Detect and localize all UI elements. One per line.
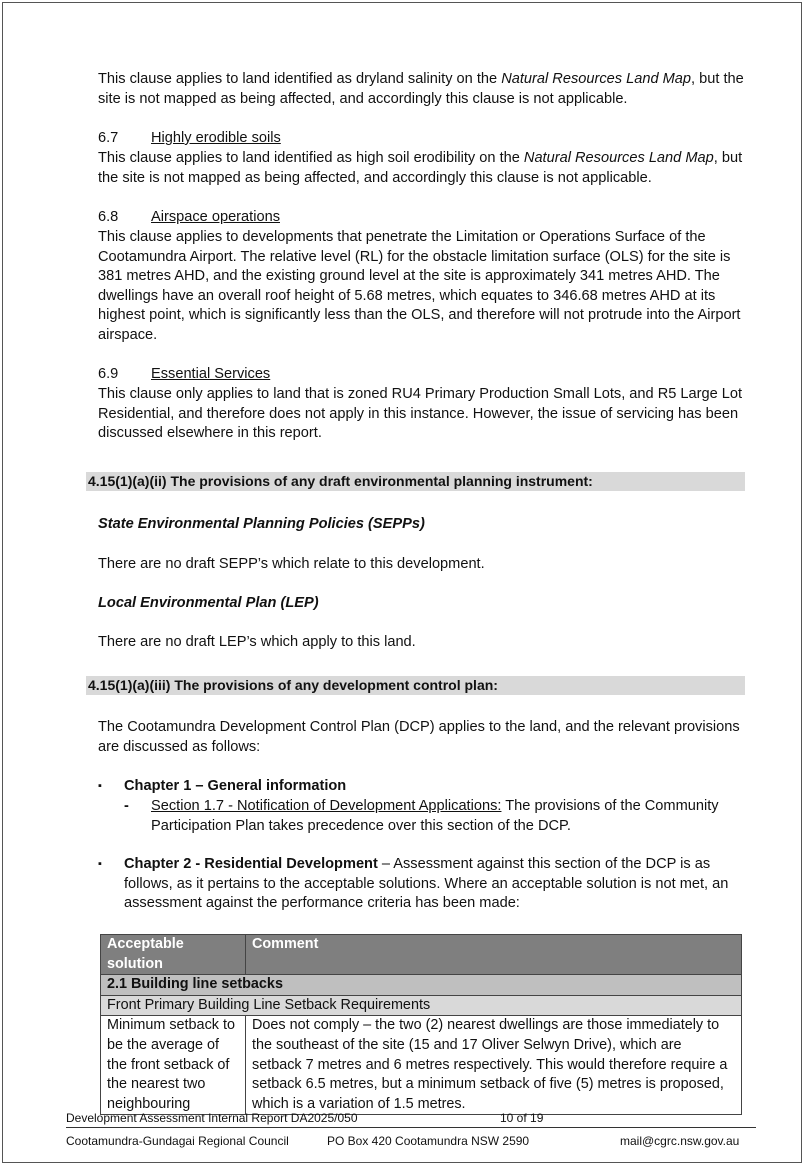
- table-row: [101, 1016, 742, 1115]
- chapter-1-title: Chapter 1 – General information: [124, 778, 347, 794]
- front-setback-requirements-cell: Front Primary Building Line Setback Requirements: [101, 995, 742, 1016]
- footer-divider: [66, 1127, 756, 1128]
- table-section-row: [101, 975, 742, 996]
- dcp-intro: The Cootamundra Development Control Plan (DCP) applies to the land, and the relevant provisions are discussed as follows:: [98, 719, 740, 755]
- dcp-heading: 4.15(1)(a)(iii) The provisions of any development control plan:: [86, 676, 745, 695]
- assessment-table: [100, 934, 742, 1115]
- section-6-9-heading: 6.9 Essential Services: [98, 366, 271, 382]
- section-6-9-text: This clause only applies to land that is zoned RU4 Primary Production Small Lots, and R5 Large Lot Residential, and therefore does not apply in this instance. However, the issue of servicing has been discussed elsewhere in this report.: [98, 386, 743, 442]
- section-6-8-text: This clause applies to developments that penetrate the Limitation or Operations Surface of the Cootamundra Airport. The relative level (RL) for the obstacle limitation surface (OLS) for the site is 381 metres AHD, and the existing ground level at the site is approximately 341 metres AHD. The dwellings have an overall roof height of 5.68 metres, which equates to 346.68 metres AHD at its highest point, which is significantly less than the OLS, and therefore will not protrude into the Airport airspace.: [98, 229, 741, 343]
- section-1-7-text: Section 1.7 - Notification of Development Applications: The provisions of the Community Participation Plan takes precedence over this section of the DCP.: [151, 798, 719, 834]
- table-header-row: [101, 935, 742, 975]
- footer-report-title: Development Assessment Internal Report DA2025/050: [66, 1111, 358, 1125]
- footer-page-number: 10 of 19: [500, 1111, 544, 1125]
- footer-council: Cootamundra-Gundagai Regional Council: [66, 1134, 289, 1148]
- header-acceptable-solution: Acceptable solution: [101, 935, 246, 975]
- chapter-1-bullet: ▪: [98, 780, 102, 792]
- chapter-2-title: Chapter 2 - Residential Development: [124, 856, 378, 872]
- building-line-setbacks-cell: 2.1 Building line setbacks: [101, 975, 742, 996]
- header-comment: Comment: [246, 935, 742, 975]
- chapter-1-dash: -: [124, 798, 129, 814]
- solution-cell: Minimum setback to be the average of the front setback of the nearest two neighbouring: [101, 1016, 246, 1115]
- chapter-2-bullet: ▪: [98, 858, 102, 870]
- chapter-2-text: Chapter 2 - Residential Development – Assessment against this section of the DCP is as follows, as it pertains to the acceptable solutions. Where an acceptable solution is not met, an assessment against the performance criteria has been made:: [124, 856, 729, 912]
- section-6-7-text: This clause applies to land identified as high soil erodibility on the Natural Resources Land Map, but the site is not mapped as being affected, and accordingly this clause is not applicable.: [98, 150, 743, 186]
- comment-cell: Does not comply – the two (2) nearest dwellings are those immediately to the southeast of the site (15 and 17 Oliver Selwyn Drive), which are setback 7 metres and 6 metres respectively. This would therefore require a setback 6.5 metres, but a minimum setback of five (5) metres is proposed, which is a variation of 1.5 metres.: [246, 1016, 742, 1115]
- footer-email: mail@cgrc.nsw.gov.au: [620, 1134, 740, 1148]
- table-subsection-row: [101, 995, 742, 1016]
- dryland-salinity-paragraph: This clause applies to land identified as dryland salinity on the Natural Resources Land Map, but the site is not mapped as being affected, and accordingly this clause is not applicable.: [98, 71, 744, 107]
- lep-heading: Local Environmental Plan (LEP): [98, 595, 319, 611]
- lep-text: There are no draft LEP’s which apply to this land.: [98, 634, 416, 650]
- section-6-7-heading: 6.7 Highly erodible soils: [98, 130, 281, 146]
- section-1-7-link: Section 1.7 - Notification of Development Applications:: [151, 798, 502, 814]
- section-6-8-heading: 6.8 Airspace operations: [98, 209, 280, 225]
- footer-address: PO Box 420 Cootamundra NSW 2590: [327, 1134, 530, 1148]
- sepp-text: There are no draft SEPP’s which relate to this development.: [98, 556, 485, 572]
- draft-epi-heading: 4.15(1)(a)(ii) The provisions of any draft environmental planning instrument:: [86, 472, 745, 491]
- sepp-heading: State Environmental Planning Policies (SEPPs): [98, 516, 425, 532]
